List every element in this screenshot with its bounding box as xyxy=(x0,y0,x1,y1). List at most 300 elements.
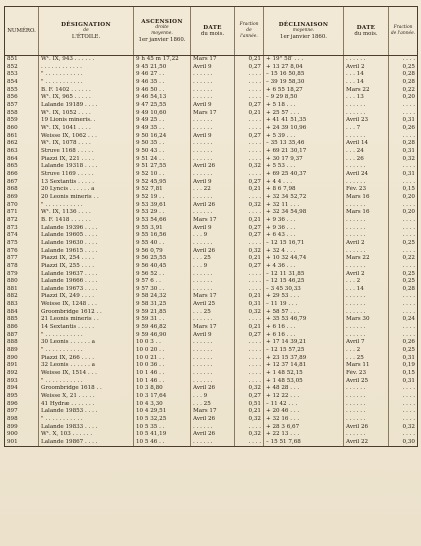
year-fraction: 0,21 xyxy=(235,324,264,332)
observation-date: Mars 17 xyxy=(191,293,235,301)
year-fraction: 0,21 xyxy=(235,408,264,416)
row-number: 898 xyxy=(5,416,39,424)
star-designation: Weisse IX, 1514 . . . xyxy=(39,370,134,378)
header-date-main: DATE xyxy=(203,25,222,31)
declination: + 28 3 6,67 xyxy=(264,424,344,432)
observation-date-2: Mars 22 xyxy=(344,255,389,263)
year-fraction: 0,21 xyxy=(235,217,264,225)
year-fraction: . . . . xyxy=(235,240,264,248)
table-row xyxy=(5,270,418,278)
year-fraction: 0,32 xyxy=(235,416,264,424)
row-number: 869 xyxy=(5,194,39,202)
star-designation: Struve 1169 . . . . . xyxy=(39,171,134,179)
row-number: 896 xyxy=(5,401,39,409)
right-ascension: 9 56 40,45 xyxy=(134,263,191,271)
year-fraction: 0,27 xyxy=(235,332,264,340)
star-designation: Piazzi IX, 221 . . . . xyxy=(39,156,134,164)
right-ascension: 9 51 24 . . xyxy=(134,156,191,164)
observation-date: Mars 17 xyxy=(191,56,235,64)
observation-date-2: Avril 26 xyxy=(344,424,389,432)
year-fraction-2: 0,25 xyxy=(389,270,418,278)
right-ascension: 9 55 16,56 xyxy=(134,232,191,240)
right-ascension: 9 55 40 . . xyxy=(134,240,191,248)
observation-date-2: . . . . . . xyxy=(344,401,389,409)
year-fraction: . . . . xyxy=(235,362,264,370)
right-ascension: 9 52 10 . . xyxy=(134,171,191,179)
year-fraction: . . . . xyxy=(235,125,264,133)
declination: + 32 34 52,72 xyxy=(264,194,344,202)
declination: + 69 25 40,37 xyxy=(264,171,344,179)
observation-date: Avril 9 xyxy=(191,224,235,232)
row-number: 860 xyxy=(5,125,39,133)
declination: + 5 39 . . . xyxy=(264,133,344,141)
observation-date-2: . . . . . . xyxy=(344,102,389,110)
row-number: 887 xyxy=(5,332,39,340)
observation-date-2: . . . . . . xyxy=(344,179,389,187)
observation-date-2: . . . 2 xyxy=(344,278,389,286)
table-row xyxy=(5,110,418,118)
declination: + 29 53 . . . xyxy=(264,293,344,301)
header-date-sub: du mois. xyxy=(200,31,225,37)
row-number: 879 xyxy=(5,270,39,278)
right-ascension: 9 45 21,50 xyxy=(134,64,191,72)
year-fraction: . . . . xyxy=(235,194,264,202)
header-fraction-sub2: l'année. xyxy=(240,34,258,39)
year-fraction-2: 0,22 xyxy=(389,87,418,95)
observation-date-2: . . . . . . xyxy=(344,56,389,64)
row-number: 867 xyxy=(5,179,39,187)
year-fraction-2: 0,25 xyxy=(389,347,418,355)
observation-date: . . . . . . xyxy=(191,194,235,202)
observation-date: Avril 26 xyxy=(191,247,235,255)
table-row xyxy=(5,286,418,294)
observation-date-2: . . . . . . xyxy=(344,393,389,401)
right-ascension: 9 47 25,55 xyxy=(134,102,191,110)
observation-date-2: Avril 7 xyxy=(344,339,389,347)
table-row xyxy=(5,339,418,347)
observation-date: . . . . . . xyxy=(191,316,235,324)
declination: + 4 4 . . . xyxy=(264,179,344,187)
year-fraction: 0,21 xyxy=(235,255,264,263)
right-ascension: 9 59 31 . . xyxy=(134,316,191,324)
observation-date-2: Avril 2 xyxy=(344,240,389,248)
star-designation: 32 Leonis . . . . . . a xyxy=(39,362,134,370)
declination: – 12 11 31,85 xyxy=(264,270,344,278)
observation-date-2: Avril 2 xyxy=(344,64,389,72)
right-ascension: 9 52 45,95 xyxy=(134,179,191,187)
right-ascension: 9 57 6 . . xyxy=(134,278,191,286)
year-fraction-2: 0,15 xyxy=(389,370,418,378)
right-ascension: 9 59 46,82 xyxy=(134,324,191,332)
observation-date-2: Mars 16 xyxy=(344,209,389,217)
declination: + 19° 58′ . . . xyxy=(264,56,344,64)
observation-date-2: Avril 24 xyxy=(344,171,389,179)
row-number: 900 xyxy=(5,431,39,439)
header-fraction-sub1: de xyxy=(246,28,252,33)
star-designation: B. F. 1402 . . . . . . xyxy=(39,87,134,95)
right-ascension: 9 46 27 . . xyxy=(134,71,191,79)
star-designation: Lalande 19666 . . . . xyxy=(39,278,134,286)
right-ascension: 10 1 46 . . xyxy=(134,370,191,378)
year-fraction-2: . . . . xyxy=(389,133,418,141)
declination: + 17 14 39,21 xyxy=(264,339,344,347)
year-fraction-2: 0,22 xyxy=(389,255,418,263)
observation-date: . . . . . . xyxy=(191,355,235,363)
declination: + 9 36 . . . xyxy=(264,217,344,225)
row-number: 891 xyxy=(5,362,39,370)
declination: + 5 53 . . . xyxy=(264,163,344,171)
observation-date: . . . . . . xyxy=(191,209,235,217)
row-number: 861 xyxy=(5,133,39,141)
right-ascension: 10 3 8,80 xyxy=(134,385,191,393)
year-fraction: . . . . xyxy=(235,94,264,102)
star-designation: Lalande 19637 . . . . xyxy=(39,270,134,278)
table-row xyxy=(5,301,418,309)
header-ascension-sub1: droite xyxy=(155,25,169,30)
year-fraction: 0,32 xyxy=(235,247,264,255)
declination: + 13 27 8,04 xyxy=(264,64,344,72)
row-number: 875 xyxy=(5,240,39,248)
row-number: 899 xyxy=(5,424,39,432)
table-row xyxy=(5,378,418,386)
year-fraction: . . . . xyxy=(235,339,264,347)
declination: + 12 22 . . . xyxy=(264,393,344,401)
row-number: 852 xyxy=(5,64,39,72)
star-designation: 19 Lionis mineris. . xyxy=(39,117,134,125)
year-fraction: . . . . xyxy=(235,316,264,324)
table-row xyxy=(5,401,418,409)
year-fraction: 0,32 xyxy=(235,163,264,171)
observation-date: . . . . . . xyxy=(191,362,235,370)
header-ascension-main: ASCENSION xyxy=(141,19,183,25)
star-designation: Weisse IX, 1248 . . . xyxy=(39,301,134,309)
table-row xyxy=(5,148,418,156)
year-fraction: . . . . xyxy=(235,71,264,79)
year-fraction: 0,32 xyxy=(235,201,264,209)
header-numero xyxy=(5,7,39,56)
year-fraction: . . . . xyxy=(235,439,264,447)
declination: – 12 15 57,25 xyxy=(264,347,344,355)
declination: + 10 32 44,74 xyxy=(264,255,344,263)
observation-date: Avril 9 xyxy=(191,133,235,141)
header-ascension-date: 1er janvier 1860. xyxy=(138,37,186,43)
year-fraction-2: 0,19 xyxy=(389,362,418,370)
right-ascension: 9 59 46,90 xyxy=(134,332,191,340)
observation-date-2: Avril 14 xyxy=(344,140,389,148)
right-ascension: 9 53 39,61 xyxy=(134,201,191,209)
year-fraction-2: . . . . xyxy=(389,401,418,409)
observation-date-2: . . . . . . xyxy=(344,385,389,393)
right-ascension: 9 49 35 . . xyxy=(134,125,191,133)
right-ascension: 10 5 32,25 xyxy=(134,416,191,424)
table-row xyxy=(5,247,418,255)
observation-date: . . . . . . xyxy=(191,270,235,278)
observation-date: . . . . . . xyxy=(191,87,235,95)
year-fraction: . . . . xyxy=(235,140,264,148)
table-row xyxy=(5,324,418,332)
header-date2-main: DATE xyxy=(356,25,376,31)
row-number: 862 xyxy=(5,140,39,148)
header-designation-de: de xyxy=(83,28,89,33)
year-fraction-2: 0,15 xyxy=(389,186,418,194)
right-ascension: 9 51 27,55 xyxy=(134,163,191,171)
year-fraction-2: 0,31 xyxy=(389,378,418,386)
year-fraction: . . . . xyxy=(235,171,264,179)
table-row xyxy=(5,117,418,125)
star-designation: " . . . . . . . . . . . xyxy=(39,416,134,424)
year-fraction: . . . . xyxy=(235,286,264,294)
year-fraction-2: 0,20 xyxy=(389,209,418,217)
table-row xyxy=(5,370,418,378)
year-fraction-2: . . . . xyxy=(389,56,418,64)
header-date2 xyxy=(344,7,389,56)
right-ascension: 9 56 52 . . xyxy=(134,270,191,278)
year-fraction: 0,27 xyxy=(235,263,264,271)
right-ascension: 9 59 21,85 xyxy=(134,309,191,317)
year-fraction-2: . . . . xyxy=(389,293,418,301)
observation-date: Mars 17 xyxy=(191,110,235,118)
right-ascension: 9 46 54,13 xyxy=(134,94,191,102)
right-ascension: 10 4 29,51 xyxy=(134,408,191,416)
observation-date: . . . 22 xyxy=(191,186,235,194)
observation-date: . . . . . . xyxy=(191,286,235,294)
year-fraction-2: 0,25 xyxy=(389,240,418,248)
table-row xyxy=(5,309,418,317)
observation-date: . . . 25 xyxy=(191,309,235,317)
observation-date: Mars 17 xyxy=(191,324,235,332)
declination: – 15 51 7,68 xyxy=(264,439,344,447)
declination: + 1 48 53,05 xyxy=(264,378,344,386)
table-row xyxy=(5,102,418,110)
table-row xyxy=(5,224,418,232)
year-fraction-2: 0,30 xyxy=(389,439,418,447)
observation-date-2: Mars 16 xyxy=(344,194,389,202)
right-ascension: 9 50 43 . . xyxy=(134,148,191,156)
year-fraction-2: . . . . xyxy=(389,408,418,416)
declination: + 32 11 . . . xyxy=(264,201,344,209)
right-ascension: 9 46 35 . . xyxy=(134,79,191,87)
observation-date-2: . . . 24 xyxy=(344,148,389,156)
catalogue-body xyxy=(5,56,418,447)
declination: – 39 19 58,30 xyxy=(264,79,344,87)
year-fraction-2: . . . . xyxy=(389,163,418,171)
year-fraction-2: 0,31 xyxy=(389,148,418,156)
row-number: 889 xyxy=(5,347,39,355)
observation-date-2: . . . 14 xyxy=(344,79,389,87)
year-fraction-2: . . . . xyxy=(389,201,418,209)
observation-date: Mars 17 xyxy=(191,408,235,416)
year-fraction: . . . . xyxy=(235,347,264,355)
year-fraction-2: 0,31 xyxy=(389,171,418,179)
observation-date: . . . 9 xyxy=(191,393,235,401)
observation-date-2: . . . . . . xyxy=(344,201,389,209)
year-fraction-2: 0,31 xyxy=(389,355,418,363)
year-fraction-2: . . . . xyxy=(389,309,418,317)
year-fraction: 0,31 xyxy=(235,301,264,309)
header-fraction2-sub: de l'année. xyxy=(390,31,416,36)
declination: + 5 18 . . . xyxy=(264,102,344,110)
declination: + 20 46 . . . xyxy=(264,408,344,416)
year-fraction-2: . . . . xyxy=(389,224,418,232)
declination: + 25 57 . . . xyxy=(264,110,344,118)
table-row xyxy=(5,87,418,95)
year-fraction: 0,21 xyxy=(235,110,264,118)
declination: + 30 17 9,37 xyxy=(264,156,344,164)
observation-date-2: . . . 26 xyxy=(344,156,389,164)
table-row xyxy=(5,240,418,248)
row-number: 893 xyxy=(5,378,39,386)
star-designation: 20 Lyncis . . . . . . a xyxy=(39,186,134,194)
right-ascension: 9 56 25,55 xyxy=(134,255,191,263)
star-designation: Weisse X, 21 . . . . . xyxy=(39,393,134,401)
observation-date: Avril 9 xyxy=(191,102,235,110)
year-fraction-2: 0,31 xyxy=(389,117,418,125)
declination: + 32 4 . . . xyxy=(264,247,344,255)
observation-date: Avril 26 xyxy=(191,431,235,439)
year-fraction: 0,32 xyxy=(235,385,264,393)
declination: + 6 16 . . . xyxy=(264,324,344,332)
year-fraction-2: 0,28 xyxy=(389,140,418,148)
header-date xyxy=(191,7,235,56)
header-designation xyxy=(39,7,134,56)
observation-date-2: . . . . . . xyxy=(344,309,389,317)
row-number: 859 xyxy=(5,117,39,125)
declination: – 11 19 . . . xyxy=(264,301,344,309)
declination: – 15 16 50,85 xyxy=(264,71,344,79)
header-decl-main: DÉCLINAISON xyxy=(278,22,329,28)
year-fraction: . . . . xyxy=(235,370,264,378)
star-designation: " . . . . . . . . . . . xyxy=(39,332,134,340)
star-designation: Piazzi IX, 254 . . . . xyxy=(39,255,134,263)
declination: + 58 57 . . . xyxy=(264,309,344,317)
table-row xyxy=(5,293,418,301)
table-row xyxy=(5,71,418,79)
year-fraction-2: 0,20 xyxy=(389,194,418,202)
right-ascension: 10 0 20 . . xyxy=(134,347,191,355)
year-fraction-2: . . . . xyxy=(389,179,418,187)
right-ascension: 10 1 46 . . xyxy=(134,378,191,386)
observation-date: . . . . . . xyxy=(191,117,235,125)
header-row xyxy=(5,7,418,56)
star-designation: Lalande 19630 . . . . xyxy=(39,240,134,248)
year-fraction-2: . . . . xyxy=(389,110,418,118)
right-ascension: 9 46 50 . . xyxy=(134,87,191,95)
year-fraction-2: 0,28 xyxy=(389,71,418,79)
table-row xyxy=(5,431,418,439)
row-number: 866 xyxy=(5,171,39,179)
year-fraction: . . . . xyxy=(235,117,264,125)
observation-date: . . . . . . xyxy=(191,439,235,447)
observation-date-2: . . . . . . xyxy=(344,293,389,301)
observation-date-2: . . . . . . xyxy=(344,110,389,118)
table-row xyxy=(5,64,418,72)
star-designation: Lalande 19605 . . . . xyxy=(39,232,134,240)
observation-date: Avril 25 xyxy=(191,301,235,309)
star-designation: W¹. IX, 1136 . . . . xyxy=(39,209,134,217)
row-number: 890 xyxy=(5,355,39,363)
year-fraction: 0,27 xyxy=(235,393,264,401)
star-designation: Lalande 19833 . . . . xyxy=(39,424,134,432)
star-designation: W¹. X, 103 . . . . . . xyxy=(39,431,134,439)
header-decl-date: 1er janvier 1860. xyxy=(280,34,327,40)
row-number: 878 xyxy=(5,263,39,271)
table-row xyxy=(5,209,418,217)
star-designation: 21 Leonis mineris . . xyxy=(39,316,134,324)
table-row xyxy=(5,171,418,179)
row-number: 873 xyxy=(5,224,39,232)
table-row xyxy=(5,194,418,202)
observation-date-2: . . . 14 xyxy=(344,286,389,294)
right-ascension: 9 58 31,25 xyxy=(134,301,191,309)
declination: + 32 16 . . . xyxy=(264,416,344,424)
observation-date-2: . . . . . . xyxy=(344,332,389,340)
declination: + 6 16 . . . xyxy=(264,332,344,340)
observation-date: . . . . . . xyxy=(191,370,235,378)
observation-date: . . . . . . xyxy=(191,339,235,347)
header-date2-sub: du mois. xyxy=(354,31,378,37)
star-designation: Lalande 19396 . . . . xyxy=(39,224,134,232)
star-designation: W¹. IX, 965 . . . . . xyxy=(39,94,134,102)
star-designation: " . . . . . . . . . . . xyxy=(39,71,134,79)
observation-date-2: . . . . . . xyxy=(344,408,389,416)
observation-date-2: Fév. 23 xyxy=(344,186,389,194)
table-row xyxy=(5,125,418,133)
star-designation: Groombridge 1618 . . xyxy=(39,385,134,393)
table-row xyxy=(5,263,418,271)
row-number: 864 xyxy=(5,156,39,164)
observation-date: Avril 26 xyxy=(191,163,235,171)
year-fraction: . . . . xyxy=(235,378,264,386)
year-fraction-2: . . . . xyxy=(389,217,418,225)
right-ascension: 9 52 7,81 xyxy=(134,186,191,194)
star-designation: Piazzi IX, 249 . . . . xyxy=(39,293,134,301)
observation-date: Avril 26 xyxy=(191,416,235,424)
year-fraction-2: 0,32 xyxy=(389,424,418,432)
year-fraction: 0,27 xyxy=(235,133,264,141)
row-number: 853 xyxy=(5,71,39,79)
table-row xyxy=(5,217,418,225)
table-row xyxy=(5,332,418,340)
table-row xyxy=(5,163,418,171)
right-ascension: 10 5 41,19 xyxy=(134,431,191,439)
year-fraction: 0,27 xyxy=(235,232,264,240)
right-ascension: 10 5 46 . . xyxy=(134,439,191,447)
year-fraction: . . . . xyxy=(235,209,264,217)
row-number: 851 xyxy=(5,56,39,64)
star-designation: Groombridge 1612 . . xyxy=(39,309,134,317)
table-row xyxy=(5,79,418,87)
year-fraction: 0,27 xyxy=(235,64,264,72)
year-fraction-2: 0,26 xyxy=(389,125,418,133)
declination: + 12 37 14,81 xyxy=(264,362,344,370)
observation-date-2: . . . . . . xyxy=(344,133,389,141)
declination: + 32 34 54,98 xyxy=(264,209,344,217)
header-fraction2 xyxy=(389,7,418,56)
year-fraction: 0,27 xyxy=(235,179,264,187)
star-designation: " . . . . . . . . . . . xyxy=(39,201,134,209)
year-fraction: 0,27 xyxy=(235,102,264,110)
table-row xyxy=(5,362,418,370)
star-designation: W¹. IX, 1052 . . . . xyxy=(39,110,134,118)
star-designation: 41 Hydræ . . . . . . . xyxy=(39,401,134,409)
header-fraction2-main: Fraction xyxy=(393,25,413,30)
year-fraction-2: . . . . xyxy=(389,332,418,340)
observation-date: . . . . . . xyxy=(191,347,235,355)
star-designation: " . . . . . . . . . . . xyxy=(39,347,134,355)
observation-date: . . . . . . xyxy=(191,240,235,248)
year-fraction-2: . . . . xyxy=(389,263,418,271)
row-number: 874 xyxy=(5,232,39,240)
